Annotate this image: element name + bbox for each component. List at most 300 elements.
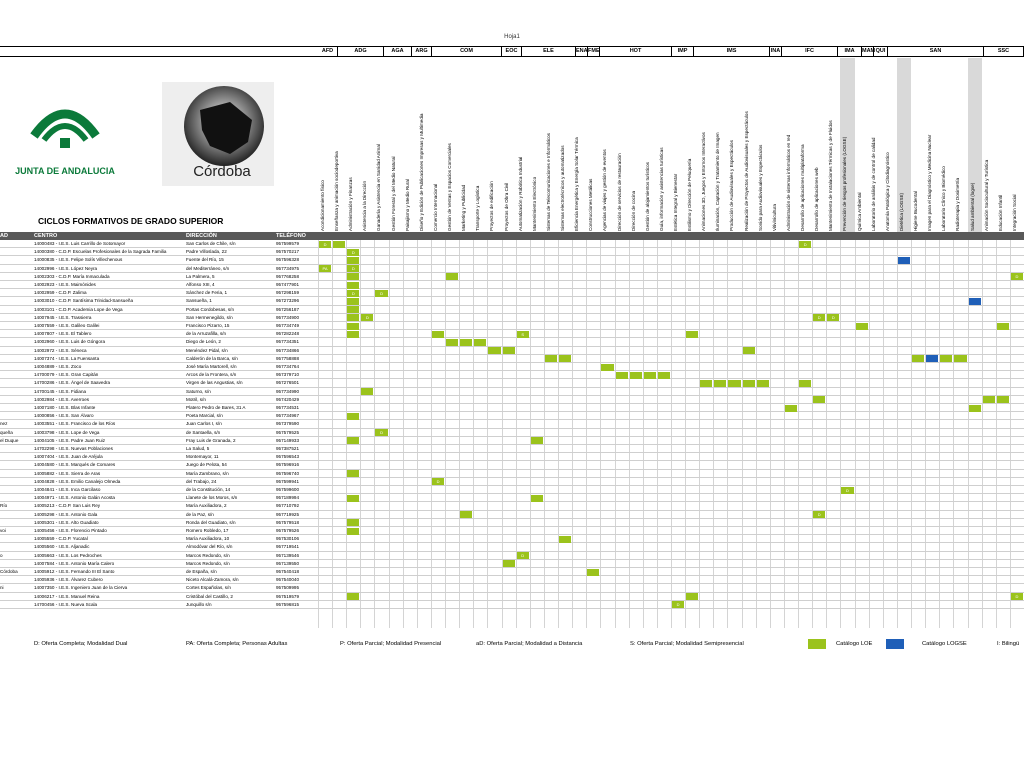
cell-tel: 957519579 [276, 593, 299, 599]
cell-dir: La Palmera, 5 [186, 273, 215, 279]
cell-centro: 14005882 - I.E.S. Sierra de Aras [34, 470, 101, 476]
cell-tel: 957276501 [276, 380, 299, 386]
cell-muni [0, 519, 14, 527]
cell-tel: 957599941 [276, 478, 299, 484]
cell-muni [0, 478, 14, 486]
table-row [0, 281, 1024, 289]
column-label-text: Laboratorio de análisis y de control de calidad [870, 137, 876, 231]
cell-dir: del Mediterráneo, s/n [186, 265, 230, 271]
cell-muni: el Duque [0, 437, 19, 443]
cell-muni [0, 347, 14, 355]
column-label [812, 58, 826, 233]
cell-muni [0, 453, 14, 461]
column-label-text: Estética Integral y Bienestar [673, 173, 678, 231]
table-row [0, 396, 1024, 404]
cell-dir: de la Arruzafilla, s/n [186, 331, 227, 337]
loe-offer-mark [969, 405, 981, 412]
table-row [0, 379, 1024, 387]
cell-centro: 14002960 - I.E.S. Luis de Góngora [34, 339, 105, 345]
cell-centro: 14002984 - I.E.S. Averroes [34, 396, 90, 402]
column-label-text: Dirección de cocina [630, 190, 636, 231]
loe-offer-mark [347, 413, 359, 420]
column-label [318, 58, 332, 233]
column-label [403, 58, 417, 233]
cell-tel: 957256187 [276, 306, 299, 312]
loe-offer-mark [347, 437, 359, 444]
cell-tel: 957139550 [276, 560, 299, 566]
column-label [417, 58, 431, 233]
loe-offer-mark [658, 372, 670, 379]
cell-dir: Almodóvar del Río, s/n [186, 544, 233, 550]
cell-centro: 14003798 - I.E.S. Lope de Vega [34, 429, 100, 435]
table-row [0, 265, 1024, 273]
cell-tel: 957139546 [276, 552, 299, 558]
loe-offer-mark [587, 569, 599, 576]
cell-muni [0, 355, 14, 363]
cell-centro: 14005912 - I.E.S. Fernando III El Santo [34, 569, 115, 574]
table-row [0, 330, 1024, 338]
loe-offer-mark [531, 495, 543, 502]
cell-tel: 957734866 [276, 347, 299, 353]
table-row [0, 478, 1024, 486]
cell-muni [0, 265, 14, 273]
cell-centro: 14003551 - I.E.S. Francisco de los Ríos [34, 421, 116, 427]
column-label [389, 58, 403, 233]
cell-dir: de España, s/n [186, 569, 217, 574]
column-label [939, 58, 953, 233]
loe-offer-mark [601, 364, 613, 371]
cell-centro: 14000856 - I.E.S. San Álvaro [34, 413, 94, 419]
loe-offer-mark [983, 396, 995, 403]
cell-dir: Juan Carlos I, s/n [186, 421, 222, 427]
column-label [897, 58, 911, 233]
legend-semipresencial: S: Oferta Parcial; Modalidad Semipresencial [630, 641, 744, 647]
cell-tel: 957379590 [276, 421, 299, 427]
table-row [0, 470, 1024, 478]
cell-tel: 957540418 [276, 569, 299, 574]
cell-muni: queña [0, 429, 13, 435]
cell-dir: Arcos de la Frontera, s/n [186, 372, 237, 378]
cell-muni [0, 248, 14, 256]
group-header: IMA [838, 47, 862, 56]
cell-dir: María Auxiliadora, 2 [186, 503, 227, 509]
column-label [572, 58, 586, 233]
loe-offer-mark [347, 323, 359, 330]
group-header: QUI [874, 47, 888, 56]
table-row [0, 297, 1024, 305]
loe-offer-mark: D [813, 314, 825, 321]
loe-offer-mark [743, 380, 755, 387]
column-label [643, 58, 657, 233]
column-label-text: Laboratorio Clínico y Biomédico [941, 166, 947, 231]
cell-dir: Marcos Redondo, s/n [186, 552, 230, 558]
table-row [0, 519, 1024, 527]
cell-dir: Cortes Españolas, s/n [186, 585, 231, 591]
cell-muni [0, 543, 14, 551]
cell-muni [0, 240, 14, 248]
column-label-text: Imagen para el Diagnóstico y Medicina Nuclear [927, 134, 933, 231]
cell-centro: 14007807 - I.E.S. El Tablero [34, 331, 92, 337]
cell-centro: 14004971 - I.E.S. Antonio Galán Acosta [34, 495, 115, 501]
loe-offer-mark [347, 593, 359, 600]
cell-tel: 957734975 [276, 265, 299, 271]
cell-muni [0, 322, 14, 330]
cell-centro: 14004889 - I.E.S. Zoco [34, 364, 82, 369]
cell-tel: 957734749 [276, 323, 299, 328]
loe-offer-mark: D [517, 552, 529, 559]
loe-offer-mark [474, 339, 486, 346]
cell-dir: Junquillo s/n [186, 601, 212, 607]
cell-centro: 14005213 - C.D.P. San Luis Rey [34, 503, 101, 509]
cell-centro: 14000483 - I.E.S. Luis Carrillo de Sotomayor [34, 241, 126, 246]
cell-dir: María Zambrano, s/n [186, 470, 229, 476]
cell-centro: 14002923 - I.E.S. Maimónides [34, 282, 96, 287]
column-label-text: Animación Sociocultural y Turística [983, 159, 989, 231]
cell-dir: San Hermenegildo, s/n [186, 314, 233, 320]
cell-tel: 957734990 [276, 388, 299, 394]
cell-centro: 14004580 - I.E.S. Marqués de Comares [34, 462, 116, 468]
group-header: INA [770, 48, 781, 54]
loe-offer-mark [686, 593, 698, 600]
cell-centro: 14005936 - I.E.S. Álvarez Cubero [34, 577, 103, 583]
cell-tel: 957768258 [276, 273, 299, 279]
group-header: IFC [782, 47, 838, 56]
cell-tel: 957379710 [276, 372, 299, 378]
column-label-text: Realización de Proyectos de Audiovisuales y Espectáculos [743, 111, 749, 231]
column-label-text: Higiene Bucodental [913, 191, 919, 231]
loe-offer-mark: D [813, 511, 825, 518]
loe-offer-mark [488, 347, 500, 354]
group-header: IMP [672, 47, 694, 56]
column-label [798, 58, 812, 233]
column-label-text: Construcciones Metálicas [588, 178, 594, 231]
legend-adultas: PA: Oferta Completa; Personas Adultas [186, 641, 288, 647]
group-header: IMS [694, 47, 770, 56]
cell-centro: 14700286 - I.E.S. Ángel de Saavedra [34, 380, 111, 386]
cell-centro: 14002996 - I.E.S. López Neyra [34, 265, 98, 271]
cell-dir: Cristóbal del Castillo, 2 [186, 593, 233, 599]
cell-centro: 14005559 - C.D.P. Yucatal [34, 536, 88, 542]
table-row [0, 486, 1024, 494]
legend-presencial: P: Oferta Parcial; Modalidad Presencial [340, 641, 442, 647]
cell-dir: Romero Robledo, 17 [186, 528, 229, 533]
loe-offer-mark [714, 380, 726, 387]
svg-text:JUNTA DE ANDALUCIA: JUNTA DE ANDALUCIA [15, 166, 115, 176]
cell-tel: 957298159 [276, 290, 299, 296]
table-row [0, 289, 1024, 297]
column-label [982, 58, 996, 233]
legend-logse: Catálogo LOGSE [922, 641, 967, 647]
column-label [784, 58, 798, 233]
cordoba-logo [160, 80, 276, 188]
loe-swatch [808, 639, 826, 649]
table-row [0, 338, 1024, 346]
header-centro: CENTRO [34, 233, 58, 239]
column-label [487, 58, 501, 233]
column-label-text: Dirección de servicios de restauración [616, 153, 622, 231]
loe-offer-mark [347, 273, 359, 280]
column-label-text: Ganadería y Asistencia en Sanidad Animal [376, 144, 382, 231]
cell-muni: Río [0, 503, 8, 509]
column-label [544, 58, 558, 233]
junta-de-andalucia-logo [14, 88, 116, 184]
column-label-text: Gestión de alojamientos turísticos [644, 162, 650, 231]
cell-centro: 14007180 - I.E.S. Blas Infante [34, 405, 96, 410]
cell-tel: 957579518 [276, 519, 299, 525]
loe-offer-mark [347, 495, 359, 502]
column-label-text: Animaciones 3D, Juegos y Entornos Interactivos [701, 132, 707, 231]
cell-centro: 14005298 - I.E.S. Antonio Gala [34, 511, 98, 517]
cell-muni [0, 314, 14, 322]
loe-offer-mark [856, 323, 868, 330]
column-label-text: Desarrollo de aplicaciones multiplataforma [800, 144, 806, 231]
cell-muni [0, 576, 14, 584]
loe-offer-mark [813, 396, 825, 403]
loe-offer-mark [559, 355, 571, 362]
group-header: SSC [984, 47, 1024, 56]
table-row [0, 355, 1024, 363]
column-label-text: Mantenimiento de Instalaciones Térmicas y de Fluidos [828, 120, 834, 231]
loe-offer-mark: D [375, 290, 387, 297]
column-label [883, 58, 897, 233]
cell-dir: Marcos Redondo, s/n [186, 560, 230, 566]
column-label [911, 58, 925, 233]
loe-offer-mark [954, 355, 966, 362]
cell-muni [0, 396, 14, 404]
group-header: EOC [502, 47, 522, 56]
loe-offer-mark [347, 298, 359, 305]
cell-dir: Padre Villoslada, 22 [186, 249, 227, 255]
cell-muni [0, 281, 14, 289]
table-row [0, 371, 1024, 379]
loe-offer-mark: D [319, 241, 331, 248]
cell-tel: 957540040 [276, 577, 299, 583]
column-label [600, 58, 614, 233]
cell-dir: Fuente del Río, 15 [186, 257, 224, 263]
cell-tel: 957282248 [276, 331, 299, 337]
cell-tel: 957596328 [276, 257, 299, 263]
cell-muni [0, 412, 14, 420]
cell-tel: 957596740 [276, 470, 299, 476]
cell-dir: Juego de Pelota, 54 [186, 462, 227, 468]
cell-dir: Ronda del Guadiato, s/n [186, 519, 236, 525]
table-row [0, 404, 1024, 412]
column-label-text: Administración de sistemas informáticos en red [785, 134, 791, 231]
table-row [0, 256, 1024, 264]
column-label [840, 58, 854, 233]
column-label [516, 58, 530, 233]
header-muni: AD [0, 233, 8, 239]
column-label [953, 58, 967, 233]
cell-centro: 14007350 - I.E.S. Ingeniero Juan de la Cierva [34, 585, 128, 591]
header-telefono: TELÉFONO [276, 233, 306, 239]
loe-offer-mark: D [347, 249, 359, 256]
cell-tel: 957149933 [276, 437, 299, 443]
cell-dir: Diego de León, 2 [186, 339, 221, 345]
column-label [855, 58, 869, 233]
column-label [558, 58, 572, 233]
cell-tel: 957596916 [276, 462, 299, 468]
cell-tel: 957734351 [276, 339, 299, 345]
loe-offer-mark [799, 380, 811, 387]
loe-offer-mark [347, 519, 359, 526]
cell-centro: 14005663 - I.E.S. Los Pedroches [34, 552, 102, 558]
loe-offer-mark [912, 355, 924, 362]
cell-muni [0, 535, 14, 543]
column-label [671, 58, 685, 233]
loe-offer-mark [347, 528, 359, 535]
column-label-text: Comercio Internacional [432, 183, 438, 231]
column-label-text: Asistencia a la Dirección [362, 180, 368, 231]
cell-centro: 14007945 - I.E.S. Trassierra [34, 314, 92, 320]
table-row [0, 429, 1024, 437]
loe-offer-mark [940, 355, 952, 362]
table-row [0, 437, 1024, 445]
cell-dir: Portas Cordobesas, s/n [186, 306, 235, 312]
loe-offer-mark [644, 372, 656, 379]
column-label-text: Gestión Forestal y del Medio Natural [390, 156, 396, 231]
cell-muni [0, 379, 14, 387]
column-label [1010, 58, 1024, 233]
cell-tel: 957477901 [276, 282, 299, 287]
cell-tel: 957273296 [276, 298, 299, 304]
loe-offer-mark [686, 331, 698, 338]
cell-centro: 14002959 - C.D.P. Zalima [34, 290, 87, 296]
cell-centro: 14005560 - I.E.S. Aljanadic [34, 544, 90, 550]
cell-muni [0, 273, 14, 281]
cell-muni [0, 601, 14, 609]
cell-dir: Niceto Alcalá-Zamora, s/n [186, 577, 239, 583]
loe-offer-mark [743, 347, 755, 354]
cell-tel: 957387521 [276, 446, 299, 451]
cell-centro: 14000835 - I.E.S. Felipe Solís Villechenous [34, 257, 123, 263]
column-label-text: Producción de Audiovisuales y Espectáculos [729, 140, 735, 231]
cell-muni [0, 297, 14, 305]
table-header-band [0, 232, 1024, 240]
cell-dir: San Carlos de Chile, s/n [186, 241, 236, 246]
group-header: AFD [318, 47, 338, 56]
table-row [0, 535, 1024, 543]
cell-centro: 14702298 - I.E.S. Nuevas Poblaciones [34, 446, 113, 451]
column-label [968, 58, 982, 233]
loe-offer-mark [361, 388, 373, 395]
cell-tel: 957734764 [276, 364, 299, 369]
cell-muni: Córdoba [0, 569, 18, 574]
column-label [925, 58, 939, 233]
table-row [0, 584, 1024, 592]
cell-centro: 14002303 - C.D.P. María Inmaculada [34, 273, 110, 279]
cell-dir: Montemayor, 11 [186, 454, 219, 460]
cell-tel: 957719925 [276, 511, 299, 517]
loe-offer-mark: D [361, 314, 373, 321]
column-label [615, 58, 629, 233]
column-label-text: Transporte y Logística [475, 185, 481, 231]
column-label-text: Sonido para Audiovisuales y Espectáculos [757, 144, 763, 231]
column-label [685, 58, 699, 233]
cell-centro: 14007559 - I.E.S. Galileo Galilei [34, 323, 100, 328]
logse-offer-mark [926, 355, 938, 362]
cell-centro: 14700079 - I.E.S. Gran Capitán [34, 372, 99, 378]
loe-offer-mark [616, 372, 628, 379]
loe-offer-mark: D [827, 314, 839, 321]
loe-offer-mark: D [347, 265, 359, 272]
table-row [0, 322, 1024, 330]
group-header: FME [588, 48, 600, 54]
table-row [0, 445, 1024, 453]
column-label-text: Radioterapia y Dosimetría [955, 177, 961, 231]
logse-swatch [886, 639, 904, 649]
cell-muni: ni [0, 585, 4, 591]
column-label [586, 58, 600, 233]
loe-offer-mark [347, 470, 359, 477]
loe-offer-mark [460, 339, 472, 346]
column-label-text: Proyectos de edificación [489, 181, 495, 231]
loe-offer-mark [757, 380, 769, 387]
loe-offer-mark [347, 314, 359, 321]
column-label-text: Agencias de viajes y gestión de eventos [602, 149, 608, 231]
cell-tel: 957719541 [276, 544, 299, 550]
cell-centro: 14004841 - I.E.S. Inca Garcilaso [34, 487, 101, 492]
table-row [0, 314, 1024, 322]
cell-muni [0, 593, 14, 601]
cell-tel: 957530106 [276, 536, 299, 542]
column-label [473, 58, 487, 233]
column-label-text: Desarrollo de aplicaciones web [814, 167, 820, 231]
loe-offer-mark [446, 339, 458, 346]
loe-offer-mark [460, 511, 472, 518]
table-row [0, 568, 1024, 576]
cell-dir: Alfonso XIII, 4 [186, 282, 215, 287]
loe-offer-mark [785, 405, 797, 412]
group-header: SAN [888, 47, 984, 56]
loe-offer-mark [432, 331, 444, 338]
legend-distancia: aD: Oferta Parcial; Modalidad a Distancia [476, 641, 583, 647]
cell-dir: de Santaella, s/n [186, 429, 221, 435]
loe-offer-mark [630, 372, 642, 379]
loe-offer-mark [997, 323, 1009, 330]
column-label-text: Química Ambiental [856, 192, 862, 231]
cell-dir: Sánchez de Feria, 1 [186, 290, 228, 296]
column-label [742, 58, 756, 233]
column-label-text: Prevención de riesgos profesionales (LOGSE) [842, 136, 848, 231]
column-label [869, 58, 883, 233]
table-row [0, 273, 1024, 281]
table-row [0, 576, 1024, 584]
column-label [346, 58, 360, 233]
column-label-text: Guía, información y asistencias turísticas [658, 147, 664, 231]
column-label [713, 58, 727, 233]
cell-tel: 957579526 [276, 528, 299, 533]
cell-dir: Llanete de los Moros, s/n [186, 495, 238, 501]
cell-dir: Fray Luis de Granada, 2 [186, 437, 236, 443]
loe-offer-mark [347, 282, 359, 289]
cell-dir: Motril, s/n [186, 396, 206, 402]
group-header: AGA [384, 47, 412, 56]
column-label [502, 58, 516, 233]
header-direccion: DIRECCIÓN [186, 233, 217, 239]
cell-muni [0, 256, 14, 264]
cell-muni [0, 338, 14, 346]
column-label-text: Dietética (LOGSE) [898, 192, 904, 231]
column-label-text: Marketing y Publicidad [461, 184, 467, 231]
cell-dir: de la Constitución, 14 [186, 487, 231, 492]
cell-muni [0, 494, 14, 502]
cell-muni: o [0, 552, 3, 558]
table-row [0, 552, 1024, 560]
group-header: ENA [576, 48, 588, 54]
cell-centro: 14004828 - I.E.S. Emilio Canalejo Olmeda [34, 478, 121, 484]
loe-offer-mark [997, 396, 1009, 403]
